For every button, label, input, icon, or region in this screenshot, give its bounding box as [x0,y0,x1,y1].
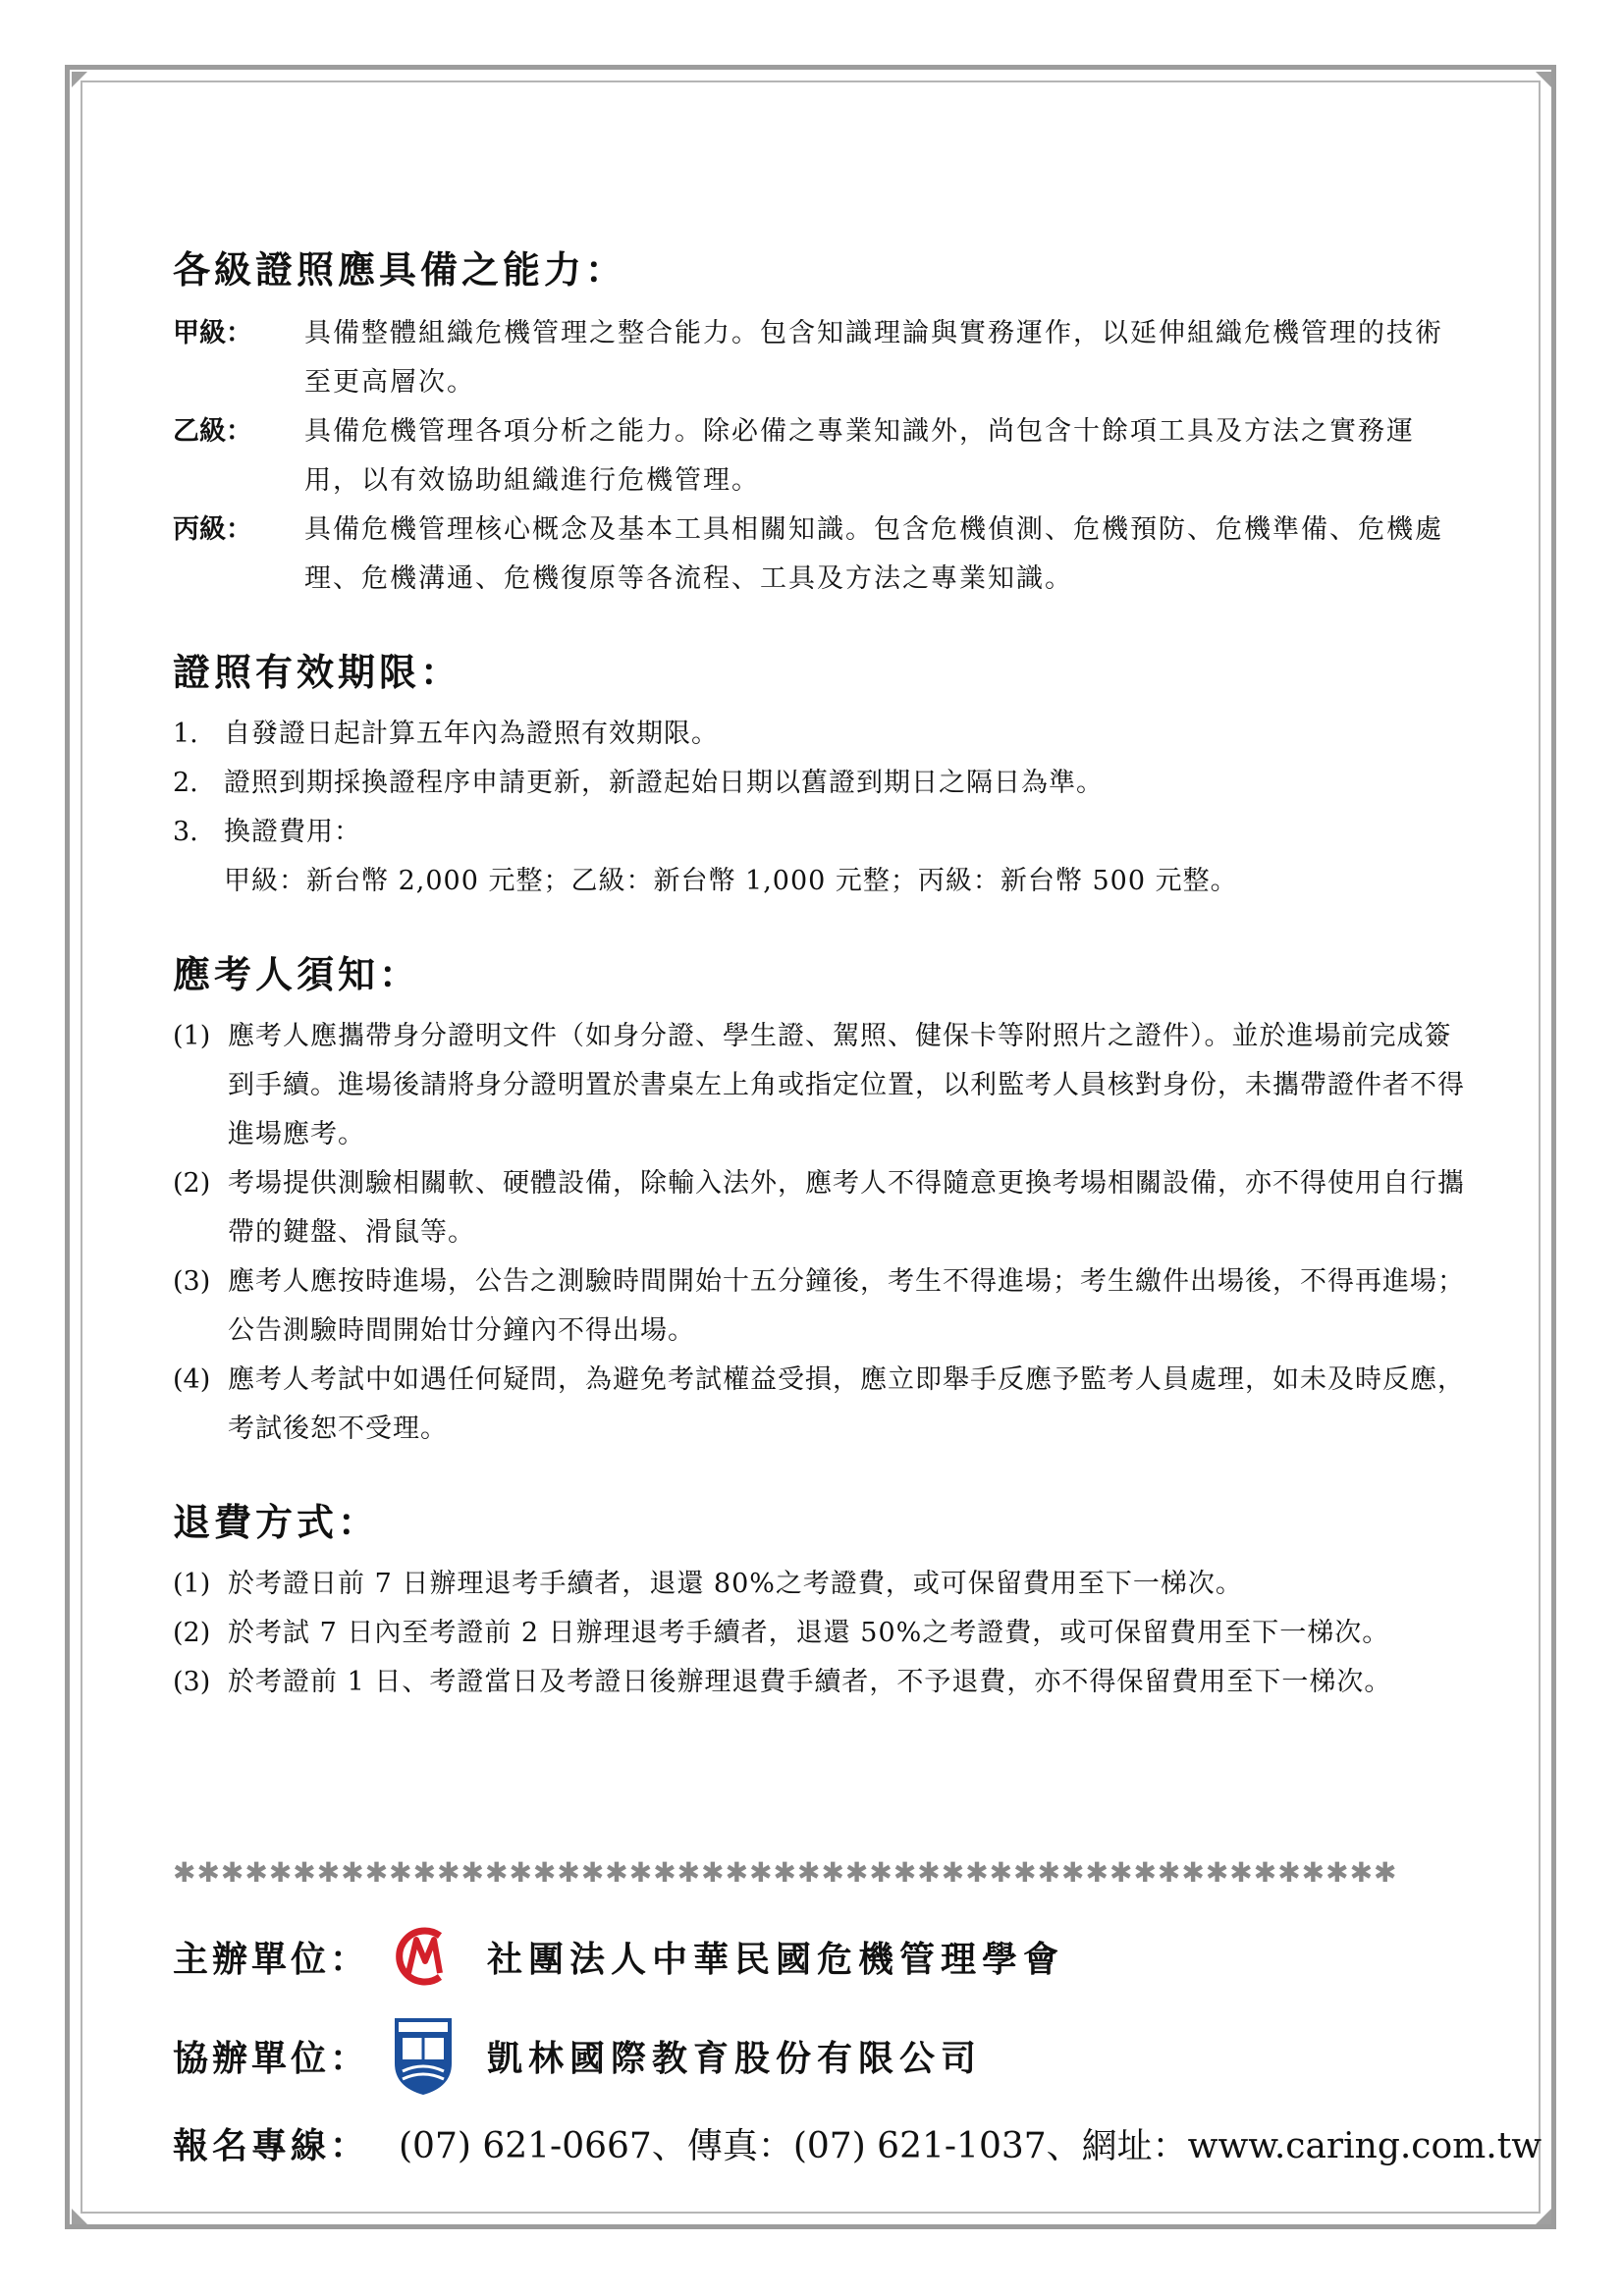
list-item [173,710,1471,759]
organizer-name: 社團法人中華民國危機管理學會 [487,1938,1065,1980]
section-title-validity: 證照有效期限： [173,650,462,694]
list-text: 應考人應攜帶身分證明文件（如身分證、學生證、駕照、健保卡等附照片之證件）。並於進場前完成簽到手續。進場後請將身分證明置於書桌左上角或指定位置，以利監考人員核對身份，未攜帶證件者不得進場應考。 [228,1021,1465,1149]
list-text: 應考人應按時進場，公告之測驗時間開始十五分鐘後，考生不得進場；考生繳件出場後，不得再進場；公告測驗時間開始廿分鐘內不得出場。 [228,1266,1465,1346]
list-number: (1) [173,1021,211,1051]
co-organizer-label: 協辦單位： [173,2037,370,2079]
list-text: 應考人考試中如遇任何疑問，為避免考試權益受損，應立即舉手反應予監考人員處理，如未及時反應，考試後恕不受理。 [228,1364,1465,1444]
list-item [173,808,1471,857]
list-item [173,1356,1471,1454]
list-number: (2) [173,1618,211,1648]
level-item [173,506,1471,604]
list-text: 證照到期採換證程序申請更新，新證起始日期以舊證到期日之隔日為準。 [224,768,1104,798]
co-organizer-name: 凱林國際教育股份有限公司 [487,2037,983,2079]
organizer-label: 主辦單位： [173,1938,370,1980]
level-text: 具備整體組織危機管理之整合能力。包含知識理論與實務運作，以延伸組織危機管理的技術至更高層次。 [304,318,1443,398]
level-item [173,309,1471,407]
list-text: 考場提供測驗相關軟、硬體設備，除輸入法外，應考人不得隨意更換考場相關設備，亦不得使用自行攜帶的鍵盤、滑鼠等。 [228,1168,1465,1248]
section-title-refund: 退費方式： [173,1500,380,1544]
list-item [173,1560,1471,1609]
list-number: 1. [173,719,198,749]
list-text: 於考試 7 日內至考證前 2 日辦理退考手續者，退還 50%之考證費，或可保留費用至下一梯次。 [228,1618,1390,1648]
list-text: 於考證前 1 日、考證當日及考證日後辦理退費手續者，不予退費，亦不得保留費用至下一梯次。 [228,1667,1392,1697]
renewal-fees: 甲級：新台幣 2,000 元整；乙級：新台幣 1,000 元整；丙級：新台幣 500 元整。 [224,866,1238,896]
frame-corner [72,2209,87,2224]
contact-info: (07) 621-0667、傳真：(07) 621-1037、網址：www.caring.com.tw [399,2126,1542,2166]
list-number: (2) [173,1168,211,1199]
frame-corner [72,72,87,87]
list-item [173,1609,1471,1658]
level-tag: 甲級： [173,318,252,348]
list-item [173,1159,1471,1257]
list-number: (4) [173,1364,211,1395]
level-tag: 乙級： [173,416,252,447]
frame-corner [1536,72,1551,87]
list-number: (3) [173,1667,211,1697]
list-number: 2. [173,768,198,798]
contact-row [173,2118,1542,2168]
list-text: 自發證日起計算五年內為證照有效期限。 [224,719,719,749]
level-text: 具備危機管理核心概念及基本工具相關知識。包含危機偵測、危機預防、危機準備、危機處理、危機溝通、危機復原等各流程、工具及方法之專業知識。 [304,514,1443,594]
organizer-row [173,1922,1064,1991]
list-text: 換證費用： [224,817,361,847]
level-text: 具備危機管理各項分析之能力。除必備之專業知識外，尚包含十餘項工具及方法之實務運用，以有效協助組織進行危機管理。 [304,416,1415,496]
list-item [173,1012,1471,1159]
list-text: 於考證日前 7 日辦理退考手續者，退還 80%之考證費，或可保留費用至下一梯次。 [228,1569,1243,1599]
list-item [173,1658,1471,1707]
co-organizer-row [173,2014,982,2097]
level-item [173,407,1471,506]
cm-logo-icon [389,1922,458,1991]
star-divider: ✱✱✱✱✱✱✱✱✱✱✱✱✱✱✱✱✱✱✱✱✱✱✱✱✱✱✱✱✱✱✱✱✱✱✱✱✱✱✱✱✱✱✱✱✱✱✱✱✱✱✱ [173,1856,1398,1889]
document-content [173,240,1471,1707]
frame-corner [1536,2209,1551,2224]
list-number: (1) [173,1569,211,1599]
shield-book-icon [389,2014,458,2097]
list-item [173,1257,1471,1356]
contact-label: 報名專線： [173,2125,370,2166]
list-number: 3. [173,817,198,847]
section-title-abilities: 各級證照應具備之能力： [173,247,627,292]
list-item [173,759,1471,808]
list-number: (3) [173,1266,211,1297]
section-title-candidate-notice: 應考人須知： [173,952,421,996]
level-tag: 丙級： [173,514,252,545]
